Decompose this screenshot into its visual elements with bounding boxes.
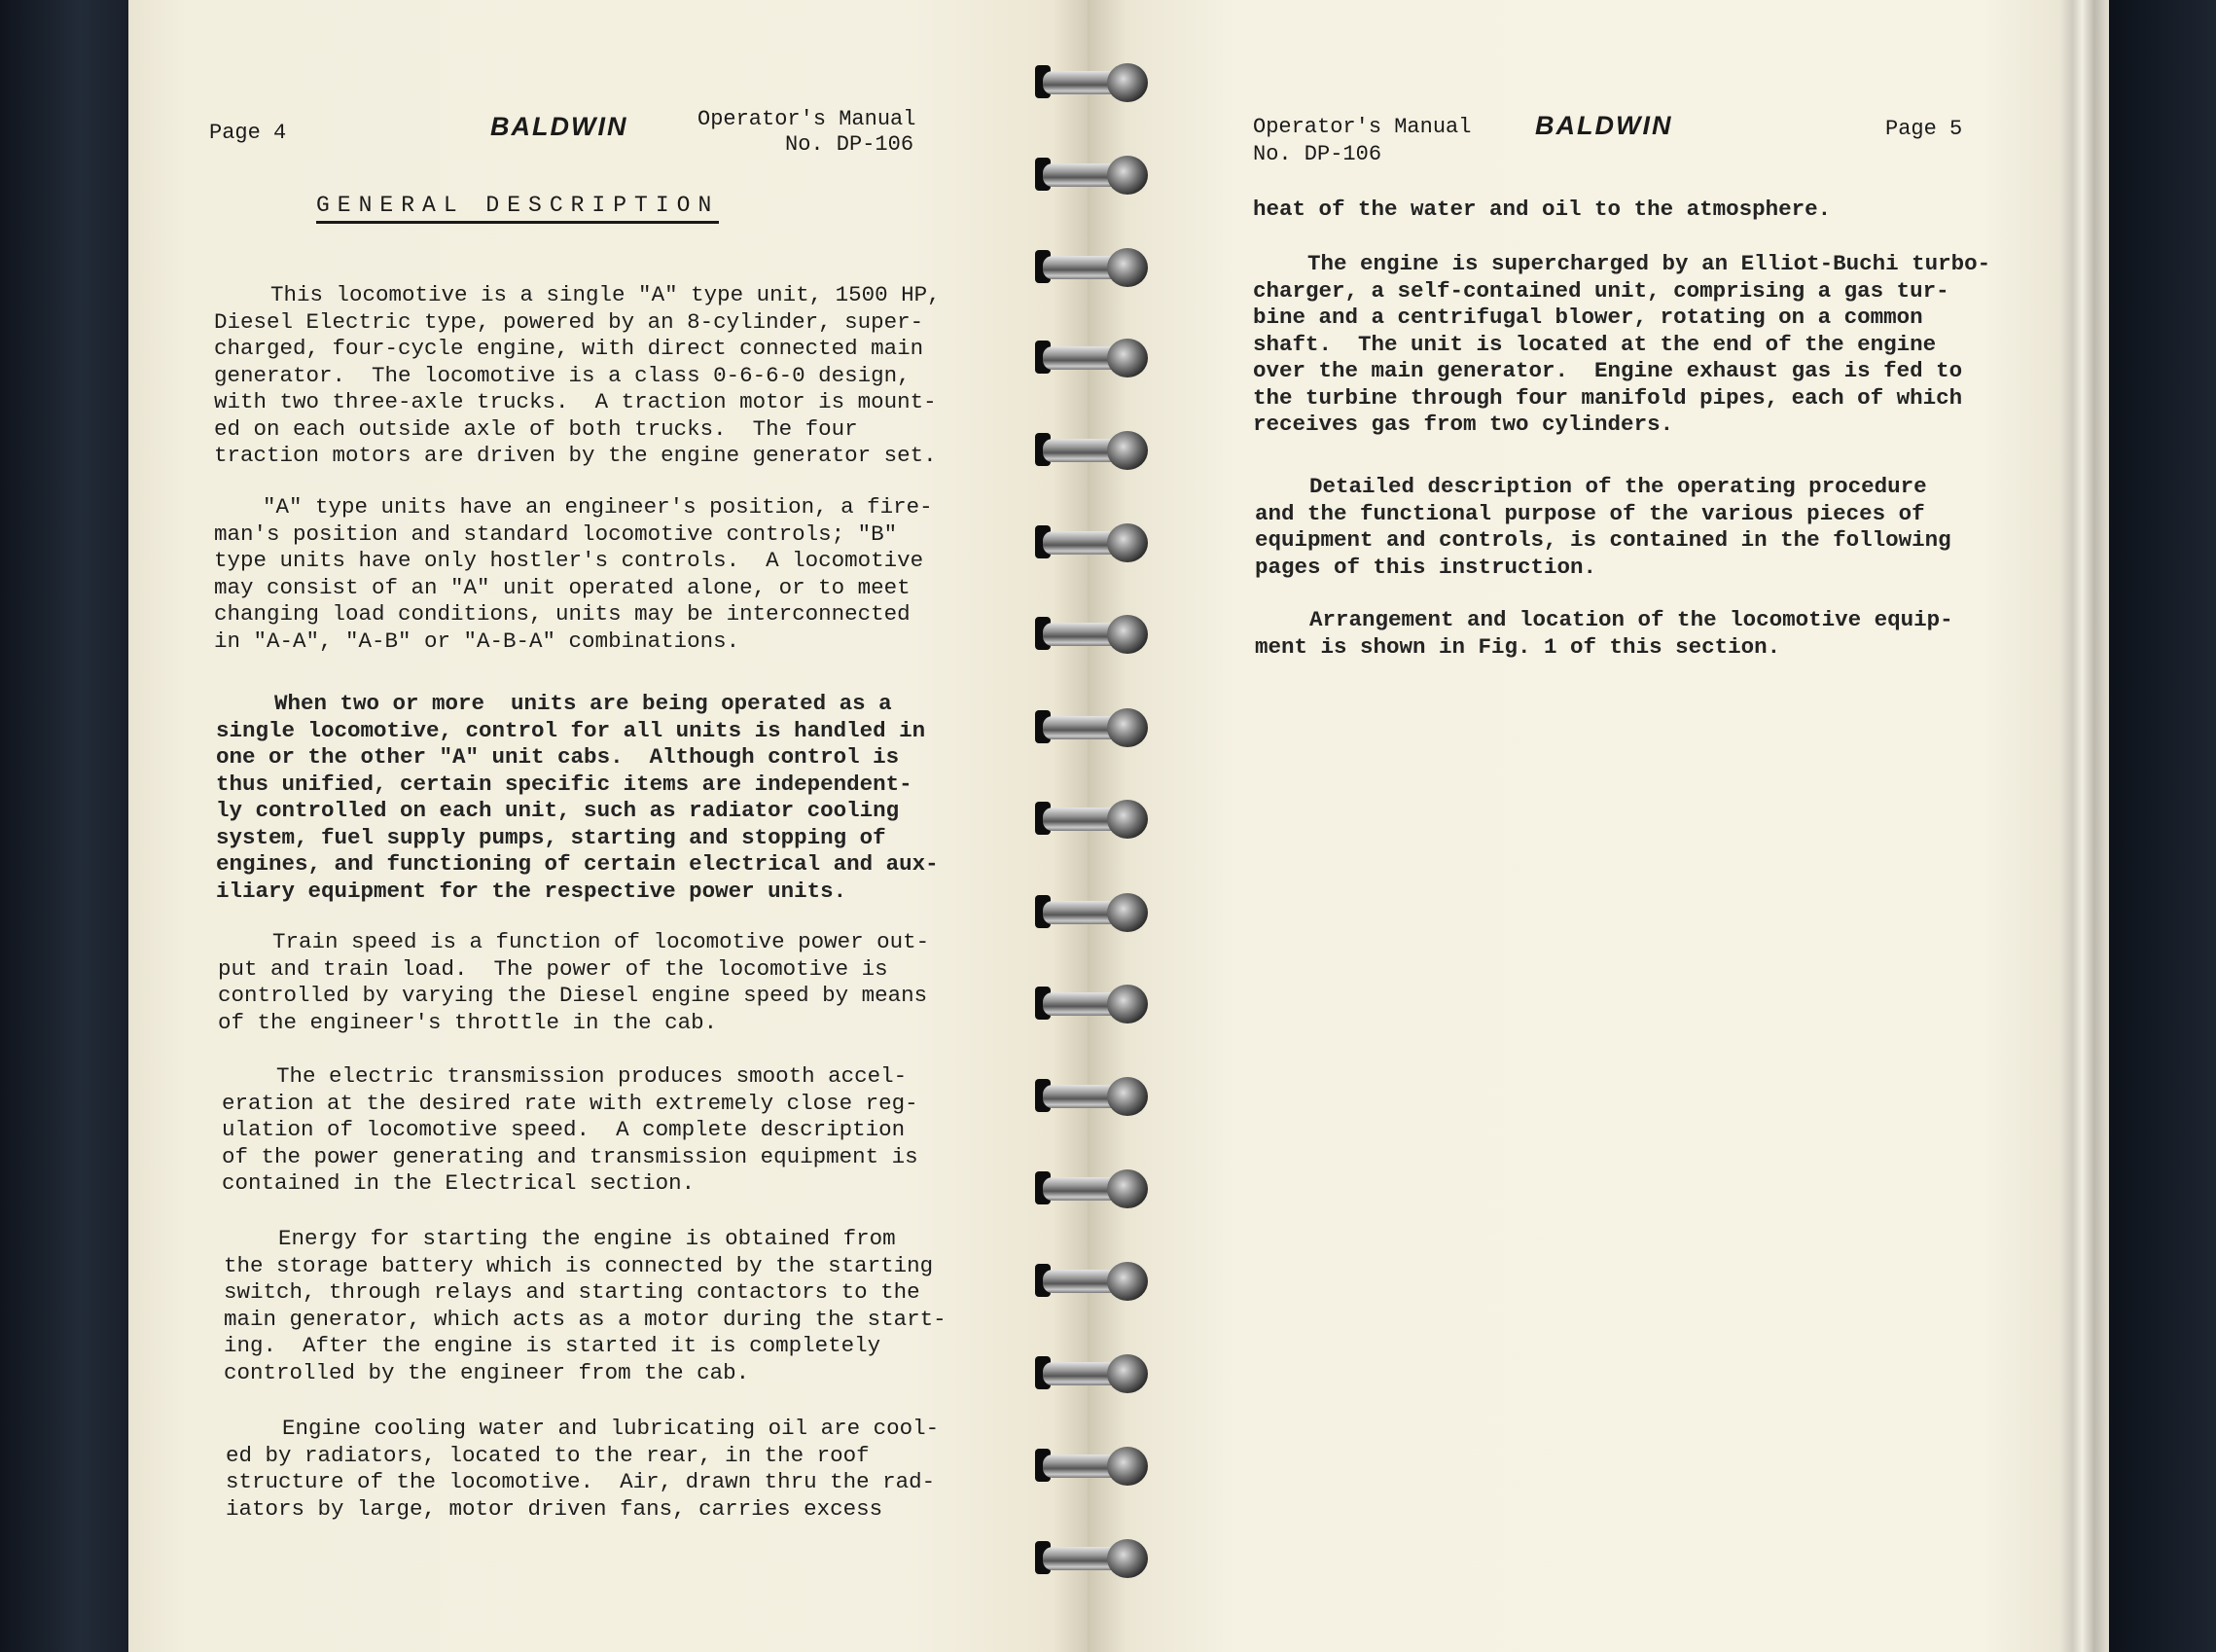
- spiral-coil: [1029, 431, 1148, 470]
- spiral-coil: [1029, 615, 1148, 654]
- spiral-coil: [1029, 1262, 1148, 1301]
- right-paragraph-2: The engine is supercharged by an Elliot-Buchi turbo- charger, a self-contained unit, comprising a gas tur- bine and a centrifugal blower, rotating on a common shaft. The unit is located at the end of the engine over the main generator. Engine exhaust gas is fed to the turbine through four manifold pipes, each of which receives gas from two cylinders.: [1253, 251, 1991, 437]
- right-paragraph-4: Arrangement and location of the locomotive equip- ment is shown in Fig. 1 of this section.: [1255, 607, 1953, 660]
- right-paragraph-3: Detailed description of the operating procedure and the functional purpose of the various pieces of equipment and controls, is contained in the following pages of this instruction.: [1255, 474, 1951, 580]
- spiral-coil: [1029, 1077, 1148, 1116]
- spiral-coil: [1029, 248, 1148, 287]
- left-paragraph-4: Train speed is a function of locomotive power out- put and train load. The power of the locomotive is controlled by varying the Diesel engine speed by means of the engineer's throttle in the cab.: [218, 929, 930, 1035]
- right-page: [1088, 0, 2060, 1652]
- page-edges: [2060, 0, 2109, 1652]
- left-paragraph-5: The electric transmission produces smooth accel- eration at the desired rate with extremely close reg- ulation of locomotive speed. A complete description of the power generating and transmission equipment is contained in the Electrical section.: [222, 1063, 918, 1196]
- right-manual-number: No. DP-106: [1253, 142, 1382, 166]
- spiral-coil: [1029, 893, 1148, 932]
- left-brand-logo: BALDWIN: [490, 112, 628, 141]
- spiral-coil: [1029, 63, 1148, 102]
- section-title: GENERAL DESCRIPTION: [316, 193, 719, 224]
- left-paragraph-3: When two or more units are being operated as a single locomotive, control for all units is handled in one or the other "A" unit cabs. Although control is thus unified, certain specific items are independent- ly controlled on each unit, such as radiator cooling system, fuel supply pumps, starting and stopping of engines, and functioning of certain electrical and aux- iliary equipment for the respective power units.: [216, 691, 939, 904]
- left-paragraph-1: This locomotive is a single "A" type unit, 1500 HP, Diesel Electric type, powered by an 8-cylinder, super- charged, four-cycle engine, with direct connected main generator. The locomotive is a class 0-6-6-0 design, with two three-axle trucks. A traction motor is mount- ed on each outside axle of both trucks. The four traction motors are driven by the engine generator set.: [214, 282, 941, 468]
- right-manual-title: Operator's Manual: [1253, 115, 1472, 139]
- spiral-coil: [1029, 1169, 1148, 1208]
- right-brand-logo: BALDWIN: [1535, 111, 1673, 140]
- spiral-coil: [1029, 800, 1148, 839]
- spiral-coil: [1029, 523, 1148, 562]
- left-page-number: Page 4: [209, 121, 287, 145]
- left-page: [128, 0, 1101, 1652]
- right-paragraph-1: heat of the water and oil to the atmosphere.: [1253, 197, 1832, 222]
- spiral-coil: [1029, 708, 1148, 747]
- right-page-number: Page 5: [1885, 117, 1963, 141]
- spiral-coil: [1029, 1539, 1148, 1578]
- spiral-coil: [1029, 1447, 1148, 1486]
- left-paragraph-6: Energy for starting the engine is obtained from the storage battery which is connected by the starting switch, through relays and starting contactors to the main generator, which acts as a motor during the start- ing. After the engine is started it is completely controlled by the engineer from the cab.: [224, 1226, 947, 1385]
- spiral-coil: [1029, 985, 1148, 1024]
- spiral-coil: [1029, 1354, 1148, 1393]
- spiral-coil: [1029, 339, 1148, 377]
- left-manual-title: Operator's Manual: [697, 107, 916, 131]
- left-paragraph-7: Engine cooling water and lubricating oil are cool- ed by radiators, located to the rear, in the roof structure of the locomotive. Air, drawn thru the rad- iators by large, motor driven fans, carries excess: [226, 1416, 940, 1522]
- left-paragraph-2: "A" type units have an engineer's position, a fire- man's position and standard locomotive controls; "B" type units have only hostler's controls. A locomotive may consist of an "A" unit operated alone, or to meet changing load conditions, units may be interconnected in "A-A", "A-B" or "A-B-A" combinations.: [214, 494, 933, 654]
- binder-cover-right: [2109, 0, 2216, 1652]
- left-manual-number: No. DP-106: [785, 132, 914, 157]
- binder-cover-left: [0, 0, 146, 1652]
- spiral-coil: [1029, 156, 1148, 195]
